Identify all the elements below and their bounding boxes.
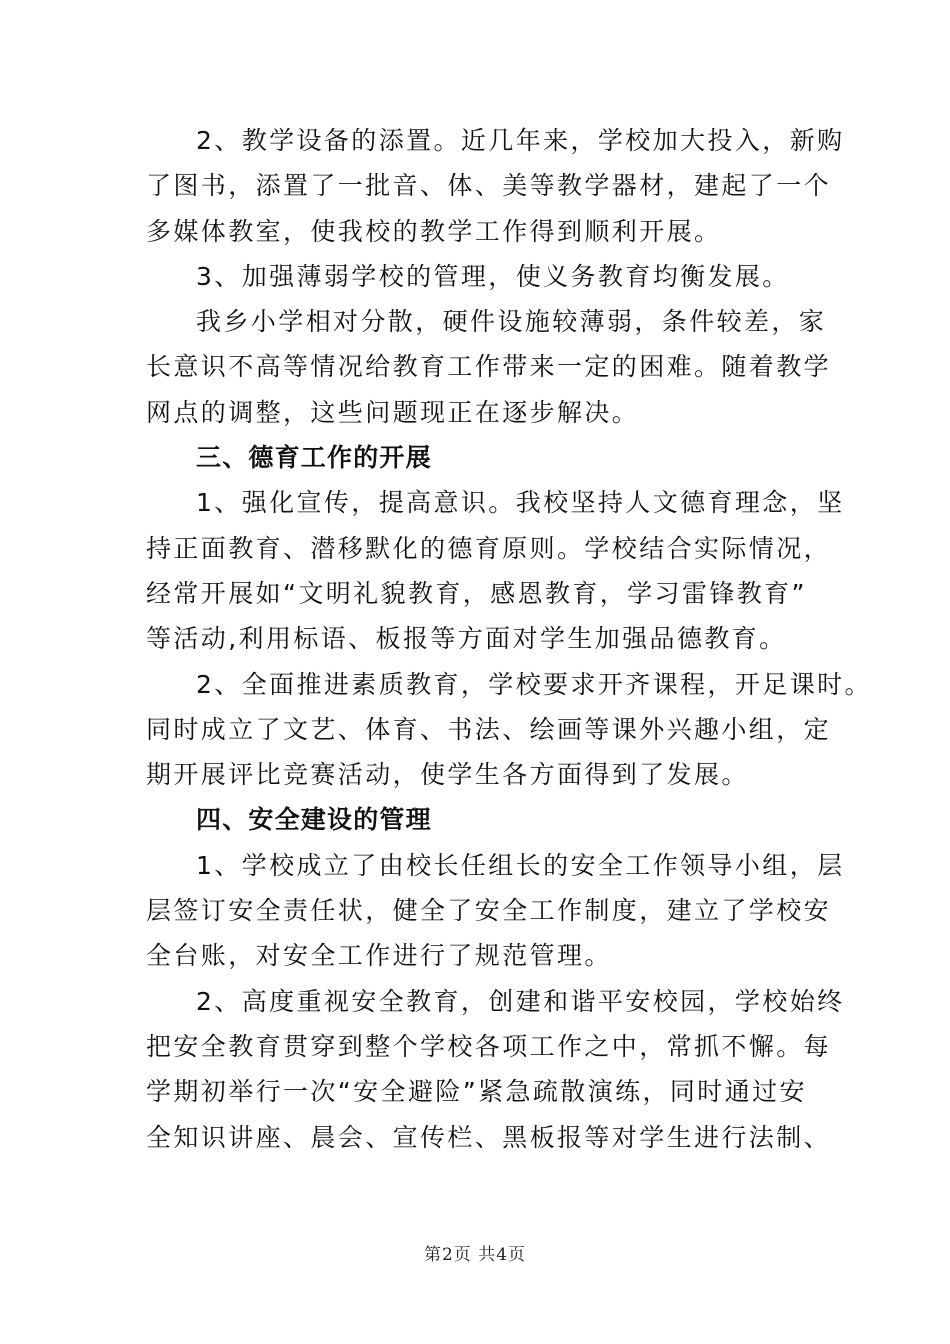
paragraph-rural-line-2: 长意识不高等情况给教育工作带来一定的困难。随着教学	[146, 352, 832, 382]
paragraph-safety-education-line-2: 把安全教育贯穿到整个学校各项工作之中，常抓不懈。每	[146, 1031, 832, 1061]
paragraph-weak-schools-line-1: 3、加强薄弱学校的管理，使义务教育均衡发展。	[196, 261, 790, 291]
paragraph-equipment-line-1: 2、教学设备的添置。近几年来，学校加大投入，新购	[196, 126, 845, 155]
paragraph-safety-education-line-1: 2、高度重视安全教育，创建和谐平安校园，学校始终	[196, 986, 845, 1016]
page-number-footer: 第2页 共4页	[423, 1245, 527, 1265]
section-heading-moral-education: 三、德育工作的开展	[196, 443, 432, 473]
paragraph-quality-education-line-1: 2、全面推进素质教育，学校要求开齐课程，开足课时。	[196, 669, 872, 699]
paragraph-publicity-line-2: 持正面教育、潜移默化的德育原则。学校结合实际情况，	[146, 533, 832, 563]
paragraph-publicity-line-1: 1、强化宣传，提高意识。我校坚持人文德育理念，坚	[196, 488, 845, 518]
paragraph-publicity-line-4: 等活动,利用标语、板报等方面对学生加强品德教育。	[146, 624, 787, 654]
paragraph-rural-line-3: 网点的调整，这些问题现正在逐步解决。	[146, 397, 640, 427]
paragraph-safety-education-line-4: 全知识讲座、晨会、宣传栏、黑板报等对学生进行法制、	[146, 1122, 832, 1152]
paragraph-safety-team-line-2: 层签订安全责任状，健全了安全工作制度，建立了学校安	[146, 896, 832, 926]
section-heading-safety-management: 四、安全建设的管理	[196, 805, 432, 835]
paragraph-safety-team-line-1: 1、学校成立了由校长任组长的安全工作领导小组，层	[196, 850, 845, 880]
paragraph-quality-education-line-3: 期开展评比竞赛活动，使学生各方面得到了发展。	[146, 760, 749, 790]
paragraph-equipment-line-2: 了图书，添置了一批音、体、美等教学器材，建起了一个	[146, 171, 832, 201]
paragraph-quality-education-line-2: 同时成立了文艺、体育、书法、绘画等课外兴趣小组，定	[146, 714, 832, 744]
paragraph-publicity-line-3: 经常开展如“文明礼貌教育，感恩教育，学习雷锋教育”	[146, 578, 807, 608]
document-body	[146, 118, 872, 1160]
paragraph-rural-line-1: 我乡小学相对分散，硬件设施较薄弱，条件较差，家	[196, 307, 827, 337]
paragraph-equipment-line-3: 多媒体教室，使我校的教学工作得到顺利开展。	[146, 216, 722, 246]
paragraph-safety-education-line-3: 学期初举行一次“安全避险”紧急疏散演练，同时通过安	[146, 1077, 807, 1107]
paragraph-safety-team-line-3: 全台账，对安全工作进行了规范管理。	[146, 941, 612, 971]
